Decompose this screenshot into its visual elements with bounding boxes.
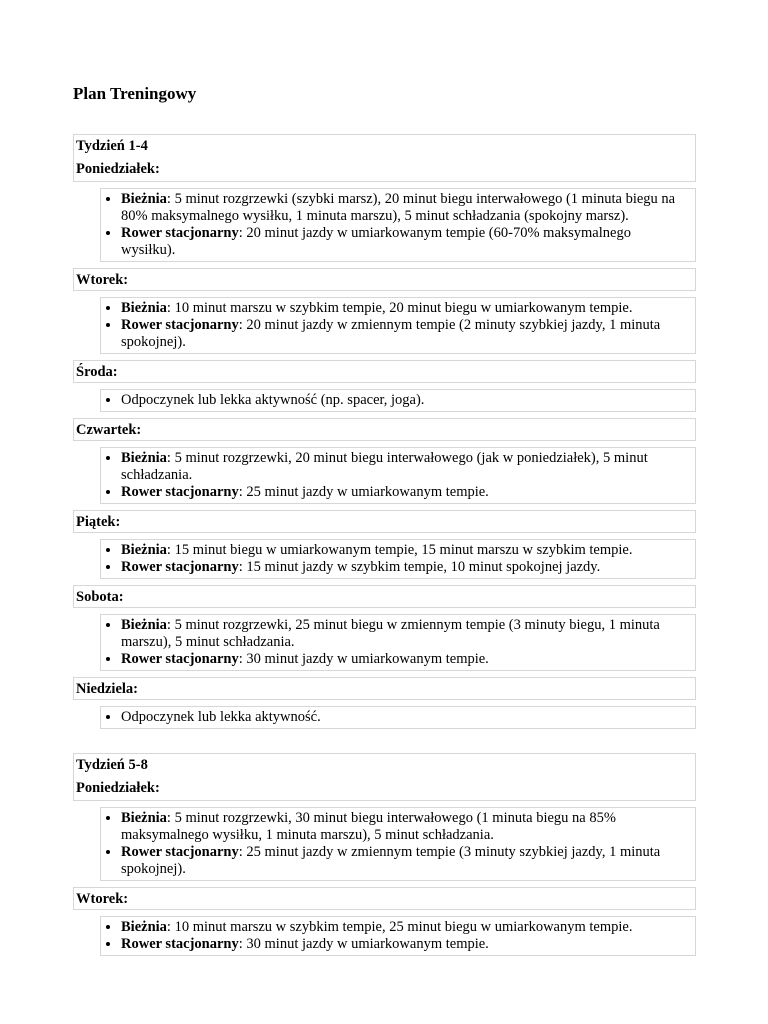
exercise-description: : 5 minut rozgrzewki (szybki marsz), 20 minut biegu interwałowego (1 minuta biegu na 80% maksymalnego wysiłku, 1 minuta marszu), 5 minut schładzania (spokojny marsz). [121,191,676,224]
exercise-description: : 15 minut jazdy w szybkim tempie, 10 minut spokojnej jazdy. [238,559,601,575]
exercise-list [101,191,687,259]
equipment-label: Bieżnia [121,617,167,633]
exercise-list-box [100,614,696,671]
equipment-label: Bieżnia [121,542,167,558]
equipment-label: Rower stacjonarny [121,225,239,241]
day-header [73,887,696,910]
list-item [121,191,687,225]
exercise-description: : 30 minut jazdy w umiarkowanym tempie. [238,936,489,952]
exercise-description: : 15 minut biegu w umiarkowanym tempie, 15 minut marszu w szybkim tempie. [166,542,633,558]
day-title: Wtorek: [76,891,129,907]
list-item [121,300,687,317]
equipment-label: Rower stacjonarny [121,317,239,333]
exercise-list-box [100,706,696,729]
list-item [121,810,687,844]
equipment-label: Bieżnia [121,919,167,935]
exercise-description: : 20 minut jazdy w zmiennym tempie (2 minuty szybkiej jazdy, 1 minuta spokojnej). [121,317,661,350]
equipment-label: Rower stacjonarny [121,484,239,500]
list-item [121,844,687,878]
list-item [121,542,687,559]
exercise-description: : 30 minut jazdy w umiarkowanym tempie. [238,651,489,667]
exercise-list-box [100,297,696,354]
exercise-description: Odpoczynek lub lekka aktywność (np. spacer, joga). [121,392,425,408]
list-item [121,317,687,351]
equipment-label: Bieżnia [121,450,167,466]
day-title: Środa: [76,364,118,380]
document [73,84,696,956]
equipment-label: Rower stacjonarny [121,651,239,667]
day-header [73,418,696,441]
equipment-label: Rower stacjonarny [121,559,239,575]
day-header [73,360,696,383]
equipment-label: Bieżnia [121,300,167,316]
list-item [121,392,687,409]
day-title: Poniedziałek: [76,161,160,177]
day-title: Czwartek: [76,422,142,438]
list-item [121,651,687,668]
day-title: Sobota: [76,589,124,605]
exercise-description: : 25 minut jazdy w umiarkowanym tempie. [238,484,489,500]
exercise-description: : 20 minut jazdy w umiarkowanym tempie (60-70% maksymalnego wysiłku). [121,225,631,258]
exercise-list [101,542,687,576]
day-title: Wtorek: [76,272,129,288]
list-item [121,225,687,259]
exercise-list-box [100,188,696,262]
list-item [121,450,687,484]
equipment-label: Bieżnia [121,191,167,207]
exercise-list-box [100,807,696,881]
day-header [73,677,696,700]
exercise-description: : 10 minut marszu w szybkim tempie, 25 minut biegu w umiarkowanym tempie. [166,919,633,935]
exercise-description: : 10 minut marszu w szybkim tempie, 20 minut biegu w umiarkowanym tempie. [166,300,633,316]
exercise-list-box [100,447,696,504]
week-title: Tydzień 1-4 [76,138,148,154]
week-header [73,134,696,182]
exercise-description: : 25 minut jazdy w zmiennym tempie (3 minuty szybkiej jazdy, 1 minuta spokojnej). [121,844,661,877]
exercise-list [101,919,687,953]
list-item [121,936,687,953]
exercise-list [101,617,687,668]
exercise-list-box [100,389,696,412]
day-title: Poniedziałek: [76,780,160,796]
page-title: Plan Treningowy [73,84,197,103]
list-item [121,709,687,726]
week-header [73,753,696,801]
equipment-label: Rower stacjonarny [121,844,239,860]
week-title: Tydzień 5-8 [76,757,148,773]
exercise-list [101,810,687,878]
equipment-label: Rower stacjonarny [121,936,239,952]
exercise-list [101,392,687,409]
day-header [73,585,696,608]
weeks-container [73,134,696,956]
exercise-list [101,450,687,501]
list-item [121,484,687,501]
list-item [121,559,687,576]
equipment-label: Bieżnia [121,810,167,826]
day-title: Piątek: [76,514,121,530]
exercise-description: : 5 minut rozgrzewki, 25 minut biegu w zmiennym tempie (3 minuty biegu, 1 minuta marszu), 5 minut schładzania. [121,617,660,650]
day-title: Niedziela: [76,681,139,697]
exercise-description: : 5 minut rozgrzewki, 20 minut biegu interwałowego (jak w poniedziałek), 5 minut schładzania. [121,450,648,483]
exercise-list [101,709,687,726]
exercise-description: Odpoczynek lub lekka aktywność. [121,709,321,725]
day-header [73,510,696,533]
exercise-list-box [100,916,696,956]
list-item [121,919,687,936]
exercise-list-box [100,539,696,579]
exercise-list [101,300,687,351]
exercise-description: : 5 minut rozgrzewki, 30 minut biegu interwałowego (1 minuta biegu na 85% maksymalnego wysiłku, 1 minuta marszu), 5 minut schładzania. [121,810,616,843]
list-item [121,617,687,651]
day-header [73,268,696,291]
